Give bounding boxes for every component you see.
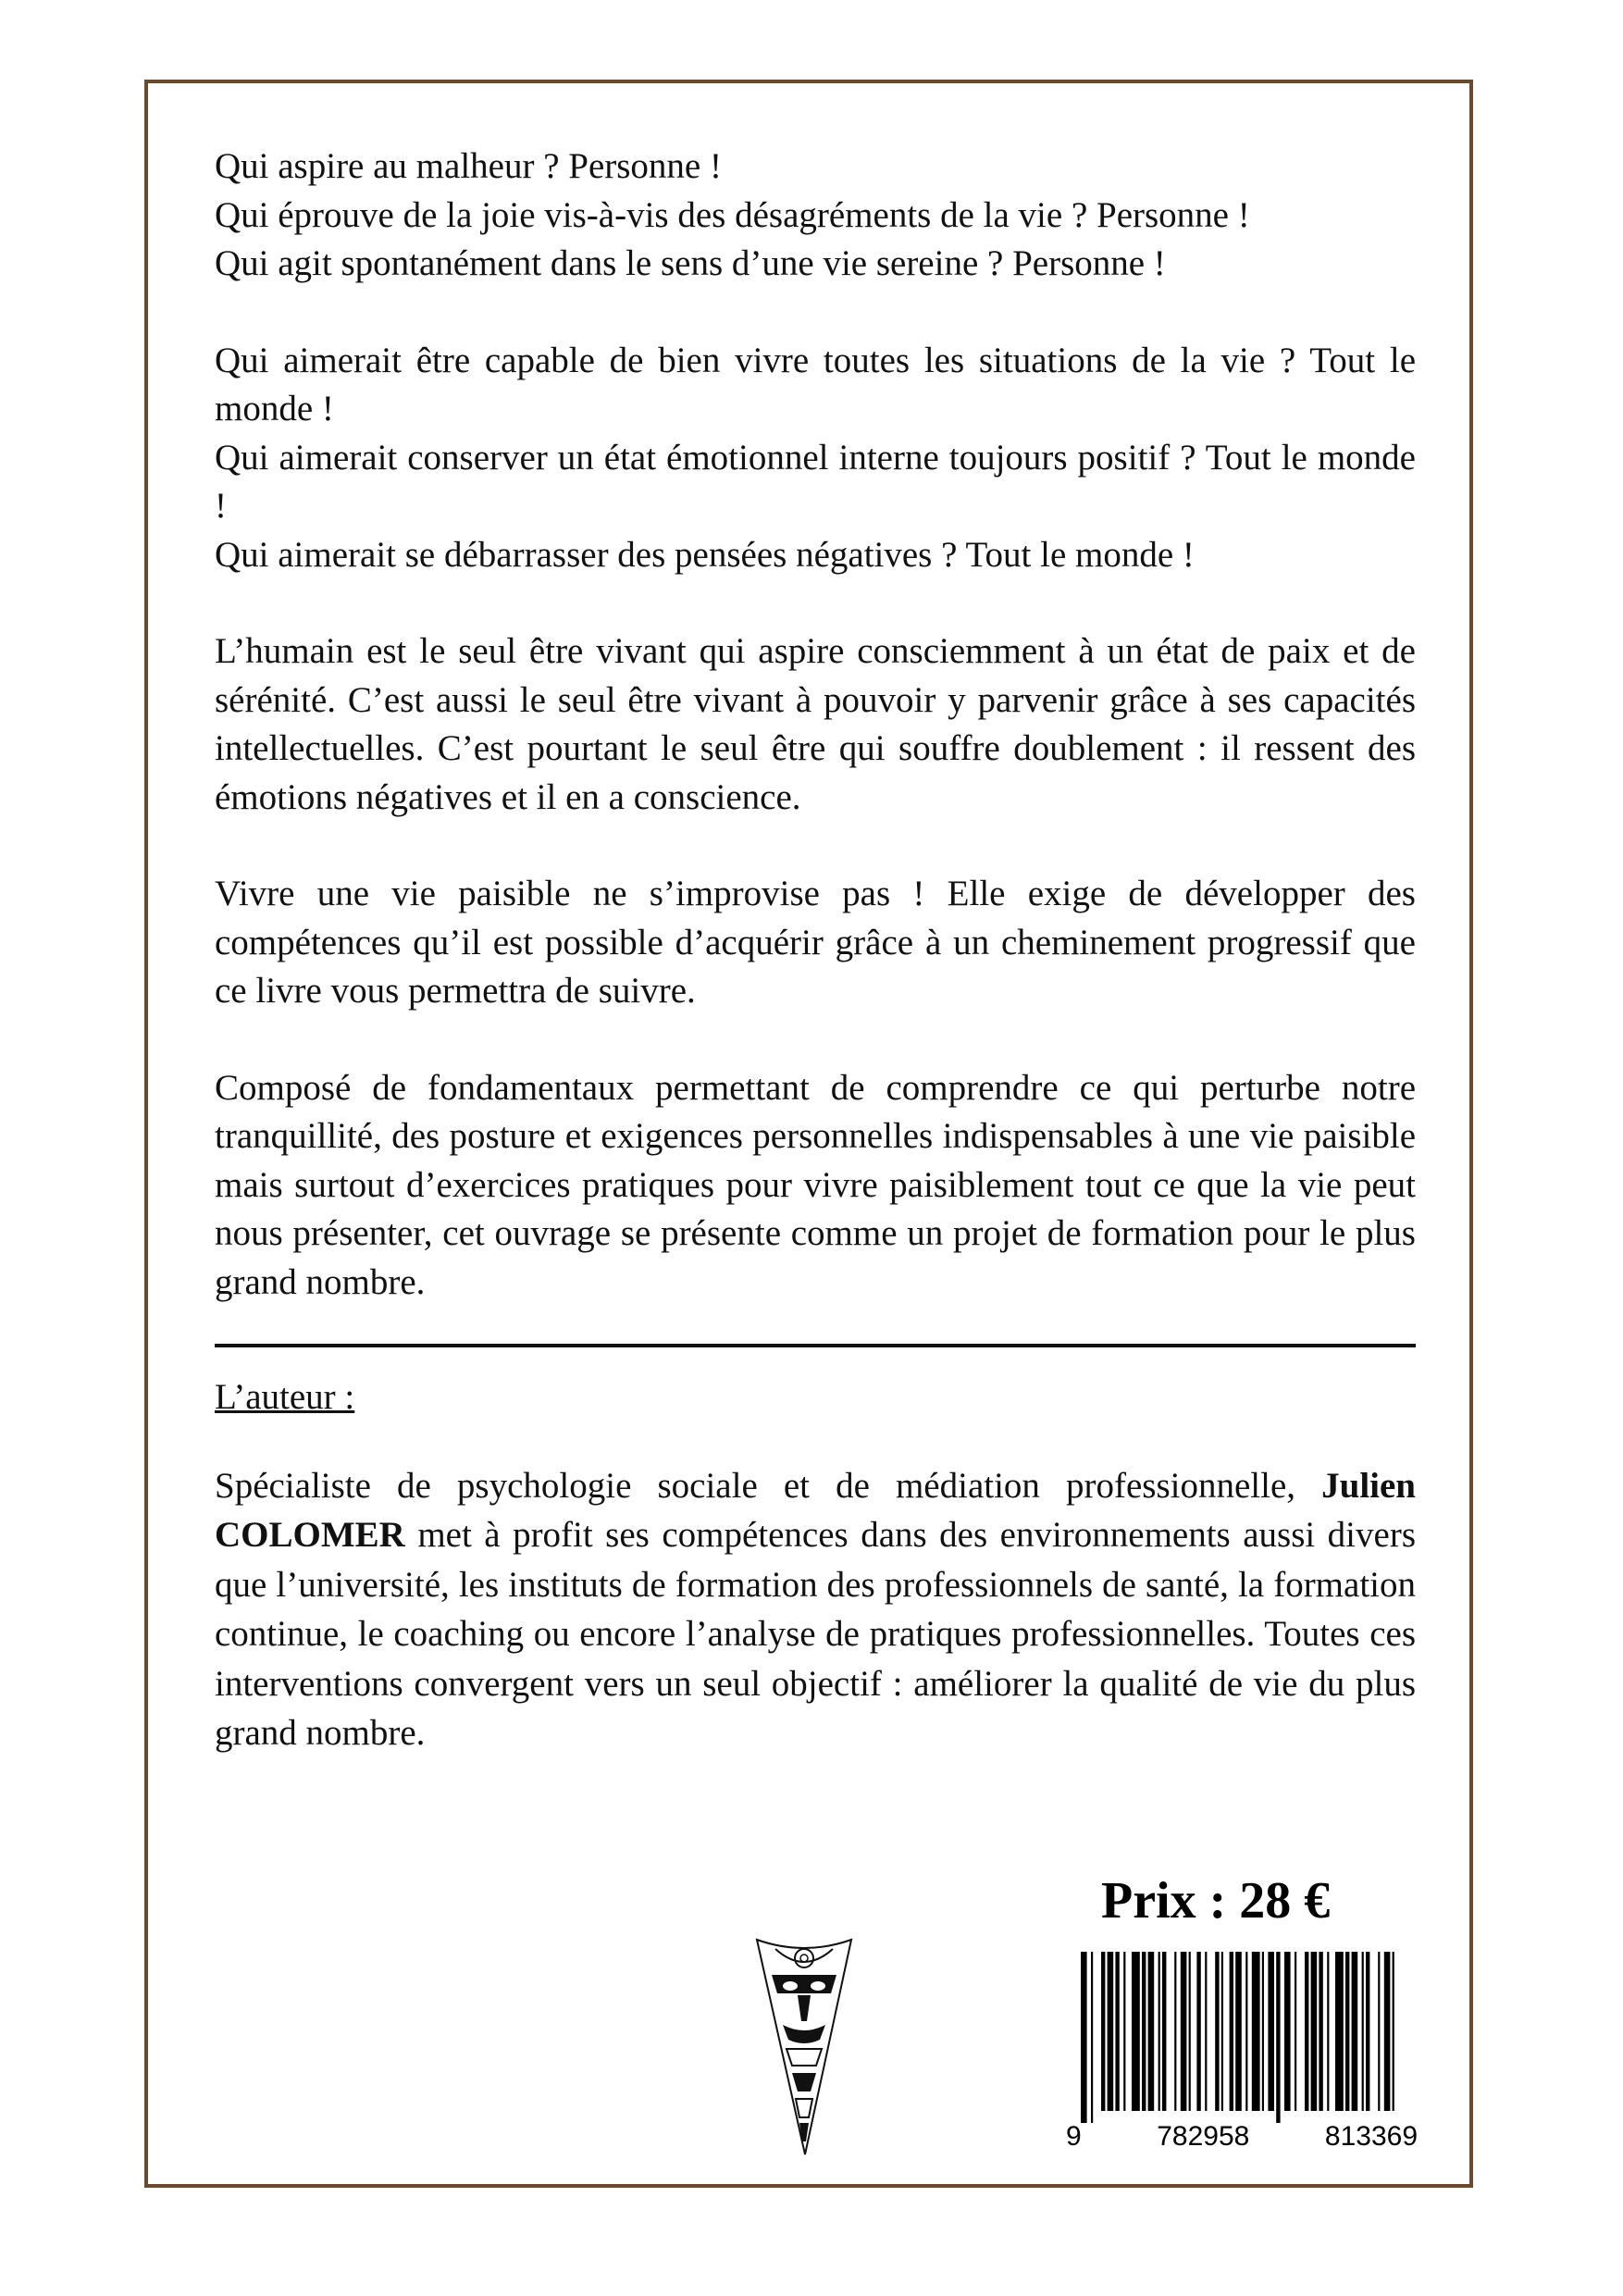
wish-line-3: Qui aimerait se débarrasser des pensées négatives ? Tout le monde ! xyxy=(215,534,1195,575)
isbn-digits xyxy=(1066,2121,1418,2153)
wish-line-1: Qui aimerait être capable de bien vivre toutes les situations de la vie ? Tout le monde ! xyxy=(215,340,1416,428)
tribal-mask-emblem-icon xyxy=(753,1936,855,2158)
author-name: Julien COLOMER xyxy=(215,1465,1416,1555)
wish-line-2: Qui aimerait conserver un état émotionnel interne toujours positif ? Tout le monde ! xyxy=(215,437,1416,526)
intro-line-2: Qui éprouve de la joie vis-à-vis des désagréments de la vie ? Personne ! xyxy=(215,194,1250,235)
intro-line-3: Qui agit spontanément dans le sens d’une vie sereine ? Personne ! xyxy=(215,243,1166,283)
cover-frame xyxy=(144,80,1473,2188)
author-bio xyxy=(215,1461,1416,1758)
isbn-prefix: 9 xyxy=(1066,2121,1082,2152)
isbn-group-left: 782958 xyxy=(1157,2121,1250,2152)
barcode-icon xyxy=(1073,1952,1406,2123)
paragraph-live: Vivre une vie paisible ne s’improvise pas ! Elle exige de développer des compétences qu’il est possible d’acquérir grâce à un cheminement progressif que ce livre vous permettra de suivre. xyxy=(215,874,1416,1011)
author-bio-end: met à profit ses compétences dans des environnements aussi divers que l’université, les instituts de formation des professionnels de santé, la formation continue, le coaching ou encore l’analyse de pratiques professionnelles. Toutes ces interventions convergent vers un seul objectif : améliorer la qualité de vie du plus grand nombre. xyxy=(215,1515,1416,1753)
intro-line-1: Qui aspire au malheur ? Personne ! xyxy=(215,146,722,186)
isbn-group-right: 813369 xyxy=(1324,2121,1418,2152)
paragraph-human: L’humain est le seul être vivant qui aspire consciemment à un état de paix et de sérénité. C’est aussi le seul être vivant à pouvoir y parvenir grâce à ses capacités intellectuelles. C’est pourtant le seul être qui souffre doublement : il ressent des émotions négatives et il en a conscience. xyxy=(215,631,1416,817)
paragraph-book: Composé de fondamentaux permettant de comprendre ce qui perturbe notre tranquillité, des posture et exigences personnelles indispensables à une vie paisible mais surtout d’exercices pratiques pour vivre paisiblement tout ce que la vie peut nous présenter, cet ouvrage se présente comme un projet de formation pour le plus grand nombre. xyxy=(215,1067,1416,1302)
author-bio-start: Spécialiste de psychologie sociale et de médiation professionnelle, xyxy=(215,1465,1322,1506)
author-heading: L’auteur : xyxy=(215,1377,355,1417)
price-label: Prix : 28 € xyxy=(1101,1872,1331,1930)
back-cover-text xyxy=(215,143,1416,1758)
section-divider xyxy=(215,1344,1416,1347)
